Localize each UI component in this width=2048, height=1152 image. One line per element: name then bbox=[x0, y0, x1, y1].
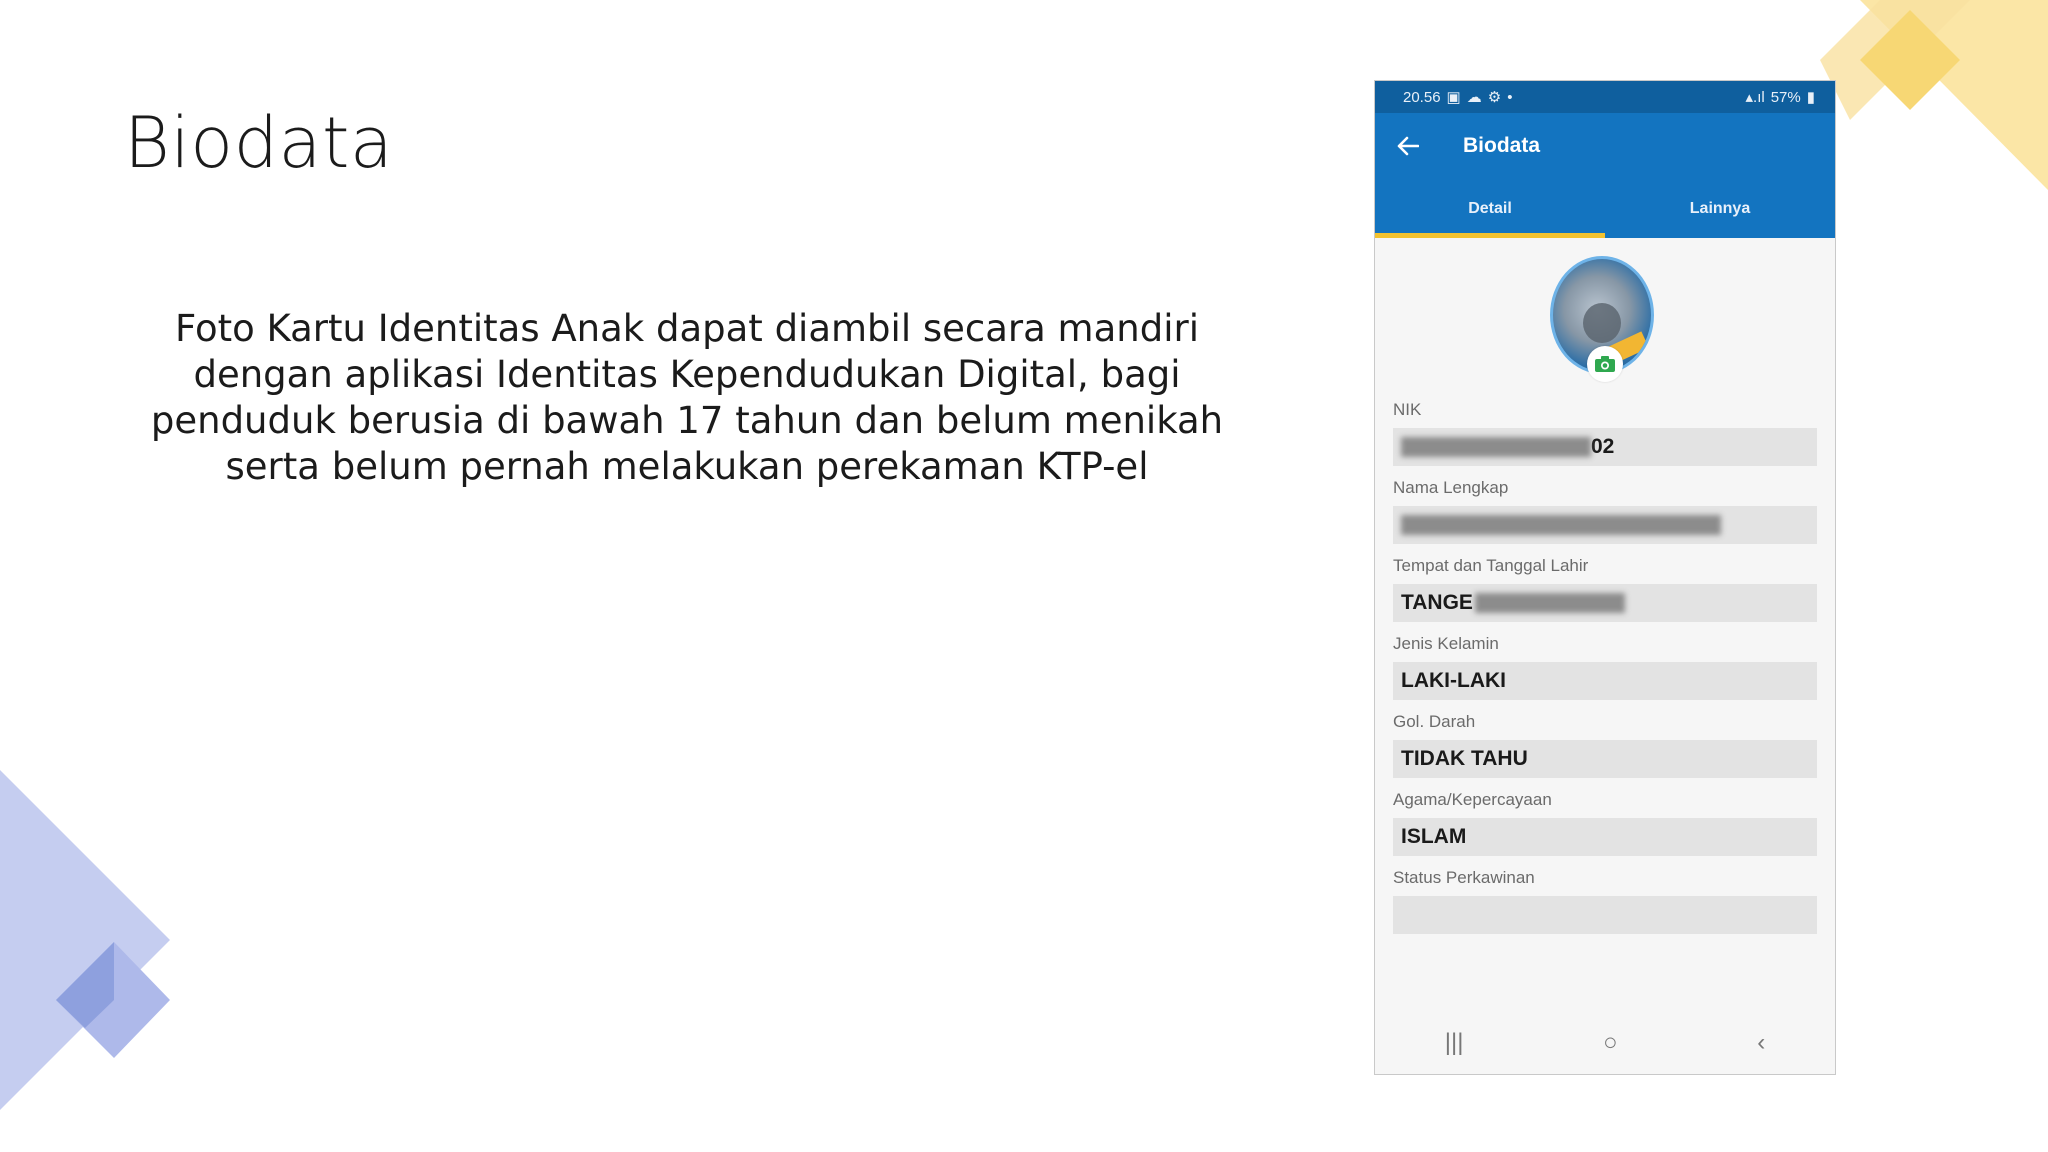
battery-icon: ▮ bbox=[1806, 89, 1815, 106]
field-value[interactable] bbox=[1393, 428, 1817, 466]
field-value[interactable]: ISLAM bbox=[1393, 818, 1817, 856]
field-label: Nama Lengkap bbox=[1393, 478, 1509, 497]
slide-title: Biodata bbox=[124, 102, 394, 184]
battery-level: 57% bbox=[1770, 88, 1801, 106]
app-bar bbox=[1375, 113, 1835, 179]
gear-icon: ⚙ bbox=[1487, 89, 1502, 106]
field-value[interactable]: LAKI-LAKI bbox=[1393, 662, 1817, 700]
field-value[interactable]: TIDAK TAHU bbox=[1393, 740, 1817, 778]
field-value-text: 02 bbox=[1591, 435, 1615, 458]
phone-screenshot bbox=[1374, 80, 1836, 1075]
field-label: Status Perkawinan bbox=[1393, 868, 1535, 887]
android-nav-bar bbox=[1375, 1012, 1835, 1074]
app-bar-title: Biodata bbox=[1463, 134, 1541, 157]
status-dot: • bbox=[1507, 88, 1513, 106]
camera-icon[interactable] bbox=[1587, 346, 1623, 382]
field-gol-darah bbox=[1393, 712, 1817, 778]
decor-yellow-shapes bbox=[1820, 0, 2048, 190]
tab-lainnya[interactable]: Lainnya bbox=[1689, 199, 1751, 217]
redacted-text bbox=[1401, 515, 1721, 535]
field-label: Jenis Kelamin bbox=[1393, 634, 1499, 653]
scroll-fade bbox=[1375, 972, 1835, 1012]
field-label: Tempat dan Tanggal Lahir bbox=[1393, 556, 1589, 575]
redacted-text bbox=[1401, 437, 1591, 457]
decor-blue-shapes bbox=[0, 770, 180, 1120]
field-nama-lengkap bbox=[1393, 478, 1817, 544]
slide-body-text: Foto Kartu Identitas Anak dapat diambil secara mandiri dengan aplikasi Identitas Kependudukan Digital, bagi penduduk berusia di bawah 17 tahun dan belum menikah serta belum pernah melakukan perekaman KTP-el bbox=[150, 307, 1224, 488]
field-value[interactable] bbox=[1393, 584, 1817, 622]
tab-detail[interactable]: Detail bbox=[1375, 179, 1605, 238]
field-status-perkawinan bbox=[1393, 868, 1817, 934]
status-bar bbox=[1375, 81, 1835, 113]
back-arrow-icon[interactable] bbox=[1397, 133, 1423, 159]
home-icon[interactable]: ○ bbox=[1603, 1029, 1618, 1056]
nav-back-icon[interactable]: ‹ bbox=[1757, 1029, 1766, 1056]
biodata-content bbox=[1375, 256, 1835, 934]
field-value-text: TANGE bbox=[1401, 591, 1473, 614]
recent-apps-icon[interactable]: ||| bbox=[1444, 1029, 1464, 1056]
status-time: 20.56 bbox=[1403, 88, 1441, 106]
tab-bar bbox=[1375, 179, 1835, 238]
field-label: Gol. Darah bbox=[1393, 712, 1476, 731]
field-agama bbox=[1393, 790, 1817, 856]
signal-icon: ▴.ıl bbox=[1745, 89, 1765, 106]
field-label: NIK bbox=[1393, 400, 1422, 419]
field-tempat-tanggal-lahir bbox=[1393, 556, 1817, 622]
field-label: Agama/Kepercayaan bbox=[1393, 790, 1552, 809]
redacted-text bbox=[1475, 593, 1625, 613]
field-value[interactable] bbox=[1393, 896, 1817, 934]
profile-photo[interactable] bbox=[1550, 256, 1660, 378]
gallery-icon: ▣ bbox=[1446, 89, 1461, 106]
field-jenis-kelamin bbox=[1393, 634, 1817, 700]
cloud-icon: ☁ bbox=[1466, 89, 1482, 106]
field-nik bbox=[1393, 400, 1817, 466]
field-value[interactable] bbox=[1393, 506, 1817, 544]
